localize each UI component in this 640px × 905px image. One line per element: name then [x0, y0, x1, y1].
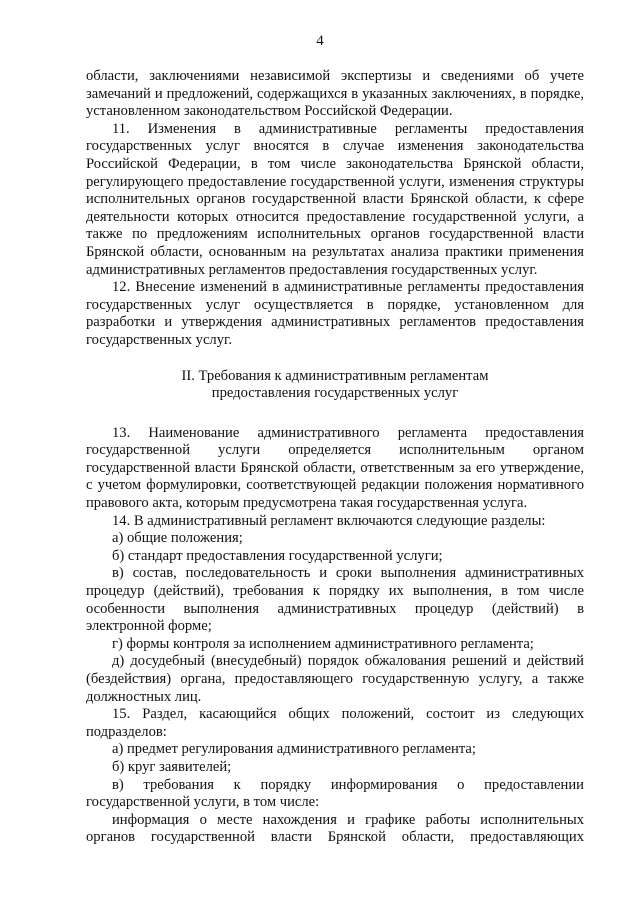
- list-item-15b: б) круг заявителей;: [112, 758, 232, 775]
- section-heading-line-1: II. Требования к административным регламентам: [181, 367, 489, 384]
- paragraph-14: 14. В административный регламент включаются следующие разделы:: [112, 512, 546, 529]
- document-body: [86, 68, 584, 847]
- list-item-14a: а) общие положения;: [112, 530, 243, 547]
- list-item-14b: б) стандарт предоставления государственной услуги;: [112, 547, 443, 564]
- list-item-14g: г) формы контроля за исполнением административного регламента;: [112, 635, 534, 652]
- paragraph-continuation: области, заключениями независимой экспертизы и сведениями об учете замечаний и предложений, содержащихся в указанных заключениях, в порядке, установленном законодательством Российской Федерации.: [86, 68, 584, 120]
- page-number: 4: [316, 33, 324, 49]
- section-heading: [86, 368, 584, 403]
- paragraph-11: 11. Изменения в административные регламенты предоставления государственных услуг вносятся в случае изменения законодательства Российской Федерации, в том числе законодательства Брянской области, регулирующего предоставление государственной услуги, изменения структуры исполнительных органов государственной власти Брянской области, к сфере деятельности которых относится предоставление государственной услуги, а также по предложениям исполнительных органов государственной власти Брянской области, основанным на результатах анализа практики применения административных регламентов предоставления государственных услуг.: [86, 120, 584, 278]
- paragraph-information-location: информация о месте нахождения и графике работы исполнительных органов государственной власти Брянской области, предоставляющих: [86, 811, 584, 846]
- paragraph-15: 15. Раздел, касающийся общих положений, состоит из следующих подразделов:: [86, 706, 584, 740]
- paragraph-13: 13. Наименование административного регламента предоставления государственной услуги определяется исполнительным органом государственной власти Брянской области, ответственным за его утверждение, с учетом формулировки, соответствующей редакции положения нормативного правового акта, которым предусмотрена такая государственная услуга.: [86, 424, 584, 512]
- list-item-15v: в) требования к порядку информирования о предоставлении государственной услуги, в том числе:: [86, 776, 584, 811]
- list-item-14v: в) состав, последовательность и сроки выполнения административных процедур (действий), требования к порядку их выполнения, в том числе особенности выполнения административных процедур (действий) в электронной форме;: [86, 565, 584, 635]
- list-item-14d: д) досудебный (внесудебный) порядок обжалования решений и действий (бездействия) органа, предоставляющего государственную услугу, а также должностных лиц.: [86, 653, 584, 705]
- list-item-15a: а) предмет регулирования административного регламента;: [112, 741, 476, 758]
- paragraph-12: 12. Внесение изменений в административные регламенты предоставления государственных услуг осуществляется в порядке, установленном для разработки и утверждения административных регламентов предоставления государственных услуг.: [86, 279, 584, 348]
- section-heading-line-2: предоставления государственных услуг: [211, 385, 459, 402]
